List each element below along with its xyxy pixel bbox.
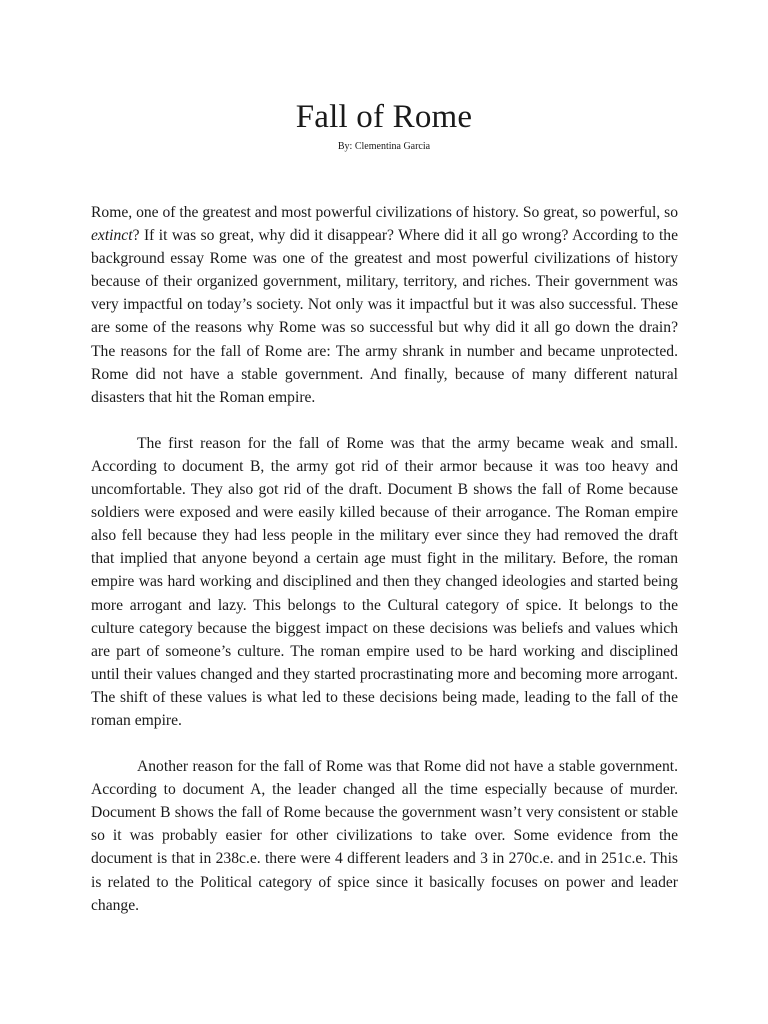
author-byline: By: Clementina Garcia	[337, 141, 431, 152]
paragraph-government: Another reason for the fall of Rome was that Rome did not have a stable government. According to document A, the leader changed all the time especially because of murder. Document B shows the fall of Rome because the government wasn’t very consistent or stable so it was probably easier for other civilizations to take over. Some evidence from the document is that in 238c.e. there were 4 different leaders and 3 in 270c.e. and in 251c.e. This is related to the Political category of spice since it basically focuses on power and leader change.	[91, 758, 678, 914]
paragraph-intro-italic: extinct	[91, 227, 133, 245]
paragraph-intro-text-2: ? If it was so great, why did it disappear? Where did it all go wrong? According to the background essay Rome was one of the greatest and most powerful civilizations of history because of their organized government, military, territory, and riches. Their government was very impactful on today’s society. Not only was it impactful but it was also successful. These are some of the reasons why Rome was so successful but why did it all go down the drain? The reasons for the fall of Rome are: The army shrank in number and became unprotected. Rome did not have a stable government. And finally, because of many different natural disasters that hit the Roman empire.	[91, 227, 678, 406]
essay-body	[91, 201, 678, 940]
paragraph-army: The first reason for the fall of Rome was that the army became weak and small. According to document B, the army got rid of their armor because it was too heavy and uncomfortable. They also got rid of the draft. Document B shows the fall of Rome because soldiers were exposed and were easily killed because of their arrogance. The Roman empire also fell because they had less people in the military ever since they had removed the draft that implied that anyone beyond a certain age must fight in the military. Before, the roman empire was hard working and disciplined and then they changed ideologies and started being more arrogant and lazy. This belongs to the Cultural category of spice. It belongs to the culture category because the biggest impact on these decisions was beliefs and values which are part of someone’s culture. The roman empire used to be hard working and disciplined until their values changed and they started procrastinating more and becoming more arrogant. The shift of these values is what led to these decisions being made, leading to the fall of the roman empire.	[91, 434, 678, 729]
page-title: Fall of Rome	[295, 99, 473, 135]
paragraph-intro-text-1: Rome, one of the greatest and most powerful civilizations of history. So great, so powerful, so	[91, 204, 678, 221]
paragraph-intro	[91, 201, 678, 409]
